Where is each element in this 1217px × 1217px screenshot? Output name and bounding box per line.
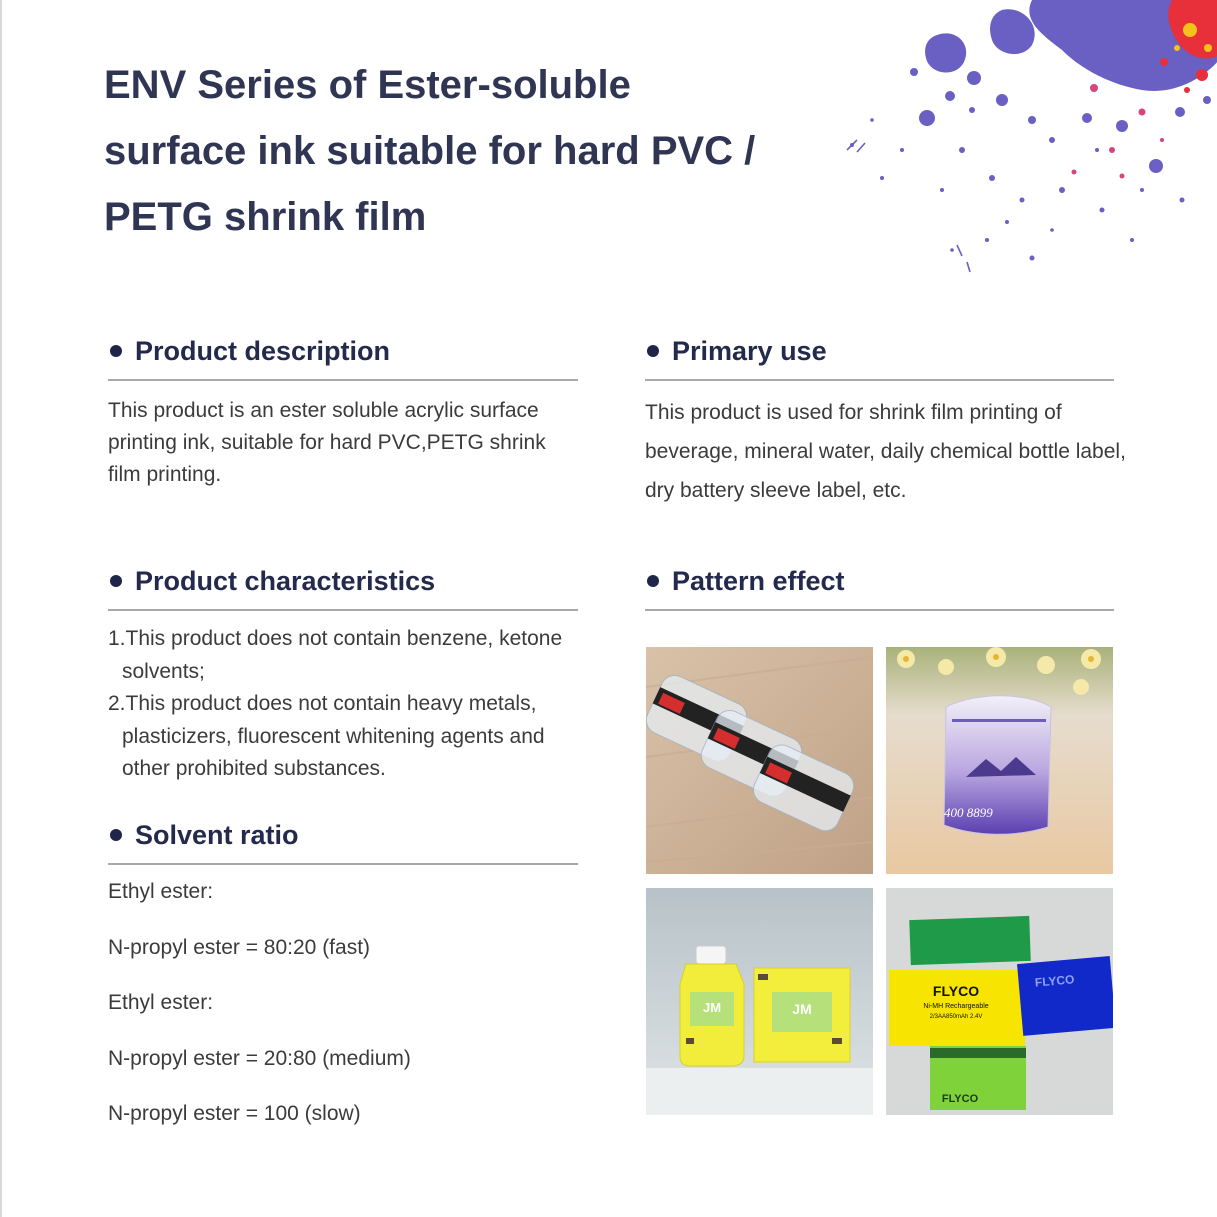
pattern-effect-heading-text: Pattern effect [672,565,845,596]
flyco-yellow-sub-text: Ni-MH Rechargeable [923,1003,989,1010]
product-description-heading-text: Product description [135,335,391,366]
bullet-icon [647,575,659,587]
photo-bottle-label [886,647,1113,874]
product-description-section [108,331,578,491]
photo-jm-packaging [646,888,873,1115]
primary-use-heading-text: Primary use [672,335,827,366]
section-divider [108,609,578,611]
bullet-icon [110,345,122,357]
document-title [104,52,784,250]
product-characteristics-heading-text: Product characteristics [135,565,436,596]
product-description-text: This product is an ester soluble acrylic surface printing ink, suitable for hard PVC,PETG shrink film printing. [108,399,546,486]
section-divider [645,379,1114,381]
section-divider [108,379,578,381]
characteristic-item-1: 1.This product does not contain benzene, ketone solvents; [108,627,563,683]
title-line-1: ENV Series of Ester-soluble [104,63,631,107]
photo-flyco-labels [886,888,1113,1115]
product-characteristics-heading [108,561,578,601]
product-characteristics-section [108,561,578,786]
primary-use-section [645,331,1141,510]
characteristic-item-2: 2.This product does not contain heavy metals, plasticizers, fluorescent whitening agents and other prohibited substances. [108,692,545,780]
product-description-heading [108,331,578,371]
primary-use-text: This product is used for shrink film printing of beverage, mineral water, daily chemical bottle label, dry battery sleeve label, etc. [645,401,1126,502]
solvent-line-3: Ethyl ester: [108,991,214,1014]
photo-shrink-sleeves [646,647,873,874]
pattern-effect-heading [645,561,1115,601]
box-jm-text: JM [792,1001,812,1017]
primary-use-heading [645,331,1141,371]
solvent-ratio-section [108,815,578,1157]
flyco-green-text: FLYCO [941,1093,979,1105]
bottle-jm-text: JM [702,1000,722,1015]
title-line-2: surface ink suitable for hard PVC / [104,129,756,173]
solvent-ratio-heading-text: Solvent ratio [135,819,299,850]
solvent-ratio-heading [108,815,578,855]
bullet-icon [110,829,122,841]
solvent-line-2: N-propyl ester = 80:20 (fast) [108,935,371,959]
title-line-3: PETG shrink film [104,195,427,239]
solvent-line-4: N-propyl ester = 20:80 (medium) [108,1046,411,1070]
flyco-yellow-text: FLYCO [932,983,980,999]
bullet-icon [110,575,122,587]
solvent-line-5: N-propyl ester = 100 (slow) [108,1102,361,1125]
flyco-blue-text: FLYCO [1034,972,1075,990]
section-divider [108,863,578,865]
bullet-icon [647,345,659,357]
solvent-line-1: Ethyl ester: [108,880,214,903]
flyco-yellow-spec-text: 2/3AA850mAh 2.4V [929,1014,983,1020]
bottle-number-text: 400 8899 [944,805,993,820]
characteristics-list [108,623,578,786]
section-divider [645,609,1114,611]
pattern-effect-section [645,561,1115,611]
solvent-ratio-list [108,879,578,1157]
